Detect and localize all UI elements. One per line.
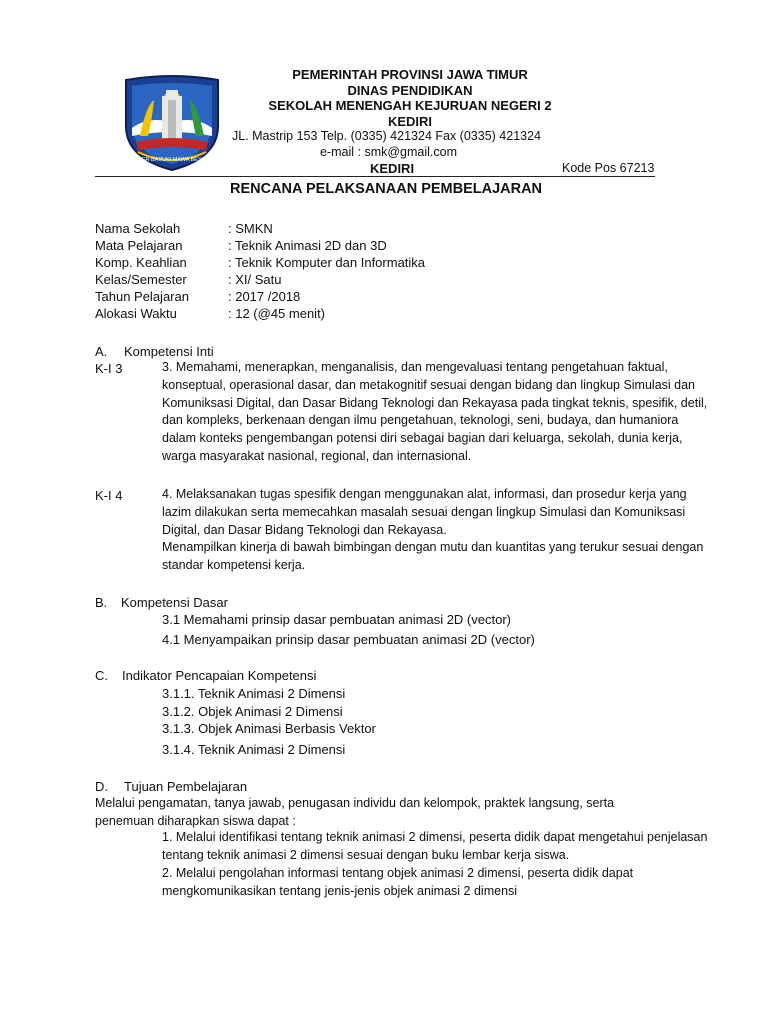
logo-motto: JER BASUKI MAWA BEYA [139,157,205,163]
letterhead-line4: KEDIRI [387,114,433,129]
kd-item: 4.1 Menyampaikan prinsip dasar pembuatan animasi 2D (vector) [162,632,535,647]
section-a-title: Kompetensi Inti [124,344,214,359]
section-b-letter: B. [95,595,108,610]
indicator-item: 3.1.4. Teknik Animasi 2 Dimensi [162,742,346,757]
ki4-text: 4. Melaksanakan tugas spesifik dengan menggunakan alat, informasi, dan prosedur kerja yang lazim dilakukan serta memecahkan masalah sesuai dengan lingkup Simulasi dan Komuniksasi Digital, dan Dasar Bidang Teknologi dan Rekayasa. [162,487,687,537]
section-c-letter: C. [95,668,108,683]
identity-value: : SMKN [228,221,273,236]
section-d-intro: Melalui pengamatan, tanya jawab, penugasan individu dan kelompok, praktek langsung, serta penemuan diharapkan siswa dapat : [95,796,615,828]
identity-label: Tahun Pelajaran [95,289,189,304]
letterhead-line1: PEMERINTAH PROVINSI JAWA TIMUR [292,67,528,82]
letterhead-email: e-mail : smk@gmail.com [320,145,458,159]
section-d-letter: D. [95,779,108,794]
section-c-title: Indikator Pencapaian Kompetensi [122,668,317,683]
ki4-text2: Menampilkan kinerja di bawah bimbingan dengan mutu dan kuantitas yang terukur sesuai dengan standar kompetensi kerja. [162,540,704,572]
identity-value: : Teknik Komputer dan Informatika [228,255,426,270]
provincial-logo-icon [118,76,226,172]
ki3-label: K-I 3 [95,361,123,376]
identity-value: : 2017 /2018 [228,289,301,304]
identity-label: Mata Pelajaran [95,238,183,253]
identity-label: Nama Sekolah [95,221,181,236]
identity-value: : 12 (@45 menit) [228,306,326,321]
section-b-title: Kompetensi Dasar [121,595,228,610]
section-a-letter: A. [95,344,108,359]
letterhead-line3: SEKOLAH MENENGAH KEJURUAN NEGERI 2 [268,98,552,113]
ki4-label: K-I 4 [95,488,123,503]
identity-value: : XI/ Satu [228,272,282,287]
letterhead-postal: Kode Pos 67213 [562,161,655,175]
identity-label: Komp. Keahlian [95,255,187,270]
letterhead-address: JL. Mastrip 153 Telp. (0335) 421324 Fax (0335) 421324 [232,129,541,143]
section-d-title: Tujuan Pembelajaran [124,779,248,794]
identity-label: Kelas/Semester [95,272,187,287]
identity-value: : Teknik Animasi 2D dan 3D [228,238,387,253]
letterhead-city: KEDIRI [370,161,415,176]
indicator-item: 3.1.1. Teknik Animasi 2 Dimensi [162,686,346,701]
letterhead-line2: DINAS PENDIDIKAN [347,83,473,98]
identity-label: Alokasi Waktu [95,306,177,321]
indicator-item: 3.1.2. Objek Animasi 2 Dimensi [162,704,343,719]
indicator-item-cut [162,738,362,757]
page-title: RENCANA PELAKSANAAN PEMBELAJARAN [230,181,543,197]
indicator-item: 3.1.3. Objek Animasi Berbasis Vektor [162,721,376,736]
letterhead-divider [95,176,655,177]
ki3-text: 3. Memahami, menerapkan, menganalisis, dan mengevaluasi tentang pengetahuan faktual, konseptual, operasional dasar, dan metakognitif sesuai dengan bidang dan lingkup Simulasi dan Komuniksasi Digital, dan Dasar Bidang Teknologi dan Rekayasa pada tingkat teknis, spesifik, detil, dan kompleks, berkenaan dengan ilmu pengetahuan, teknologi, seni, budaya, dan humaniora dalam konteks pengembangan potensi diri sebagai bagian dari keluarga, sekolah, dunia kerja, warga masyarakat nasional, regional, dan internasional. [162,360,708,463]
goal-item: 1. Melalui identifikasi tentang teknik animasi 2 dimensi, peserta didik dapat mengetahui penjelasan tentang teknik animasi 2 dimensi sesuai dengan buku lembar kerja siswa. [162,830,708,862]
goal-item: 2. Melalui pengolahan informasi tentang objek animasi 2 dimensi, peserta didik dapat mengkomunikasikan tentang jenis-jenis objek animasi 2 dimensi [162,866,634,898]
kd-item: 3.1 Memahami prinsip dasar pembuatan animasi 2D (vector) [162,612,511,627]
